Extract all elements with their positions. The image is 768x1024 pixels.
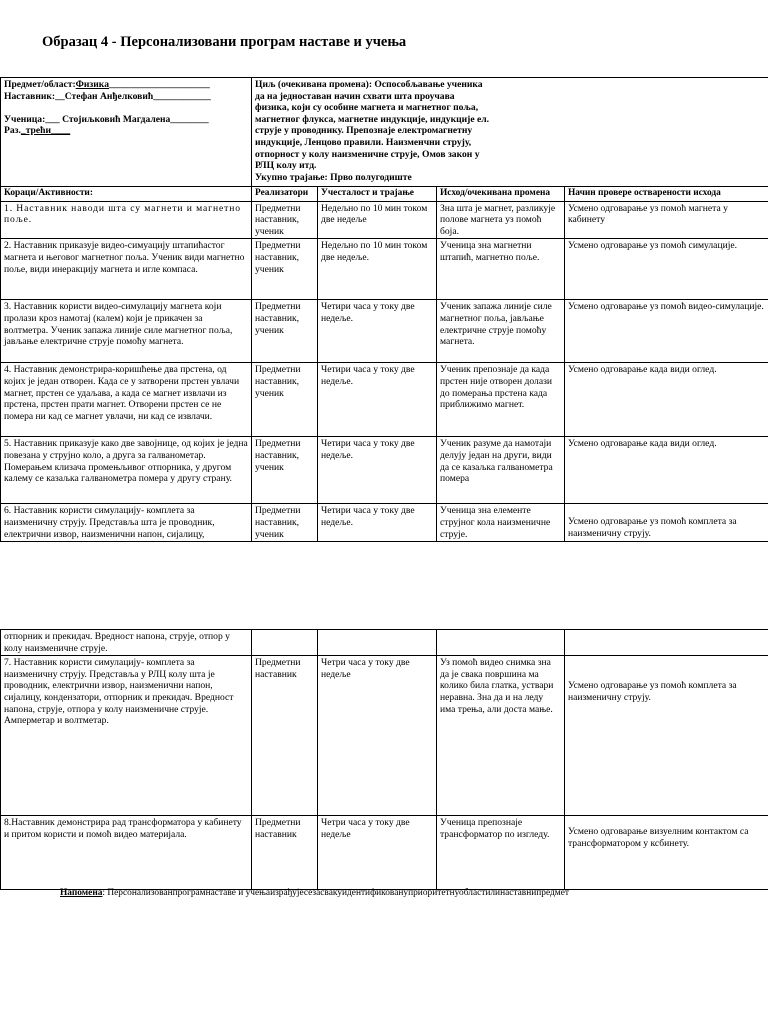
goal-line: да на једноставан начин схвати шта проучава xyxy=(255,90,455,102)
frequency-cell: Четири часа у току две недеље. xyxy=(318,504,437,542)
check-cell: Усмено одговарање када види оглед. xyxy=(565,437,768,504)
frequency-cell: Четири часа у току две недеље. xyxy=(318,437,437,504)
student-info-cell xyxy=(1,78,252,187)
check-cell: Усмено одговарање уз помоћ комплета за наизменичну струју. xyxy=(565,504,768,542)
footnote xyxy=(60,888,569,898)
header-outcome: Исход/очекивана промена xyxy=(437,187,565,202)
frequency-cell: Четири часа у току две недеље. xyxy=(318,300,437,363)
step-cell: 3. Наставник користи видео-симулацију магнета који пролази кроз намотај (калем) који је прикачен за волтметра. Ученик запажа линије силе магнетног поља, јављање електричне струје помоћу магнета. xyxy=(1,300,252,363)
table-row xyxy=(1,656,768,816)
outcome-cell: Уз помоћ видео снимка зна да је свака површина ма колико била глатка, уствари неравна. Зна да и на леду има трења, али доста мање. xyxy=(437,656,565,816)
realizer-cell: Предметни наставник, ученик xyxy=(252,437,318,504)
table-row xyxy=(1,437,768,504)
realizer-cell: Предметни наставник, ученик xyxy=(252,201,318,239)
student-label: Ученица: xyxy=(4,113,46,125)
step-cell: 7. Наставник користи симулацију- комплета за наизменичну струју. Представља у РЛЦ колу шта је проводник, електрични извор, наизменични напон, сијалицу, кондензатори, отпорник и прекидач. Вредност напона, струје, отпора у колу наизменичне струје. Амперметар и волтметар. xyxy=(1,656,252,816)
check-cell: Усмено одговарање уз помоћ комплета за наизменичну струју. xyxy=(565,656,768,816)
goal-line: РЛЦ колу итд. xyxy=(255,160,317,172)
outcome-cell: Ученик препознаје да када прстен није отворен долази до померања прстена када приближимо магнет. xyxy=(437,363,565,437)
goal-line: магнетног флукса, магнетне индукције, индукције ел. xyxy=(255,113,490,125)
frequency-cell xyxy=(318,630,437,656)
info-row xyxy=(1,78,768,187)
grade-label: Раз. xyxy=(4,125,21,137)
realizer-cell: Предметни наставник, ученик xyxy=(252,363,318,437)
step-cell: 1. Наставник наводи шта су магнети и магнетно поље. xyxy=(1,201,252,239)
teacher-label: Наставник: xyxy=(4,90,56,102)
student-value: ___ Стојиљковић Магдалена________ xyxy=(45,113,209,125)
header-check: Начин провере остварености исхода xyxy=(565,187,768,202)
subject-fill: _____________________ xyxy=(109,79,210,90)
step-cell: отпорник и прекидач. Вредност напона, струје, отпор у колу наизменичне струје. xyxy=(1,630,252,656)
outcome-cell: Ученица зна магнетни штапић, магнетно поље. xyxy=(437,239,565,300)
outcome-cell xyxy=(437,630,565,656)
goal-line: струје у проводнику. Препознаје електромагнетну xyxy=(255,125,473,137)
step-cell: 8.Наставник демонстрира рад трансформатора у кабинету и притом користи и помоћ видео материјала. xyxy=(1,816,252,890)
realizer-cell: Предметни наставник, ученик xyxy=(252,504,318,542)
check-cell xyxy=(565,630,768,656)
teacher-value: __Стефан Анђелковић____________ xyxy=(55,90,211,102)
realizer-cell: Предметни наставник xyxy=(252,816,318,890)
program-table-page-1 xyxy=(0,77,768,542)
grade-value: _трећи____ xyxy=(20,125,71,137)
goal-line: физика, који су особине магнета и магнетног поља, xyxy=(255,102,479,114)
realizer-cell xyxy=(252,630,318,656)
frequency-cell: Четири часа у току две недеље. xyxy=(318,363,437,437)
goal-cell xyxy=(252,78,768,187)
table-row xyxy=(1,504,768,542)
header-realizers: Реализатори xyxy=(252,187,318,202)
step-cell: 4. Наставник демонстрира-коришћење два прстена, од којих је један отворен. Када се у затворени прстен увлачи магнет, прстен се удаљава, а када се магнет извлачи из прстена, прстен прати магнет. Отворени прстен се не помера ни кад се магнет увлачи, ни кад се извлачи. xyxy=(1,363,252,437)
check-cell: Усмено одговарање када види оглед. xyxy=(565,363,768,437)
table-row xyxy=(1,201,768,239)
subject-label: Предмет/област: xyxy=(4,79,76,90)
header-steps: Кораци/Активности: xyxy=(1,187,252,202)
footnote-text: : Персонализованпрограмнаставе и учењаизрађујесезасвакуидентификовануприоритетнуобластилинаставнипредмет xyxy=(102,888,569,898)
check-cell: Усмено одговарање визуелним контактом са трансформатором у ксбинету. xyxy=(565,816,768,890)
goal-line: индукције, Ленцово правили. Наизменчни струју, xyxy=(255,136,472,148)
continuation-row xyxy=(1,630,768,656)
goal-line: Циљ (очекивана промена): Оспособљавање ученика xyxy=(255,79,483,90)
check-cell: Усмено одговарање уз помоћ магнета у кабинету xyxy=(565,201,768,239)
goal-line: Укупно трајање: Прво полугодиште xyxy=(255,171,412,183)
program-table-page-2 xyxy=(0,629,768,890)
header-row xyxy=(1,187,768,202)
step-cell: 5. Наставник приказује како две завојнице, од којих је једна повезана у струјно коло, а друга за галванометар. Померањем клизача промењљивог отпорника, у другом калему се казаљка галванометра помера у другу страну. xyxy=(1,437,252,504)
footnote-label: Напомена xyxy=(60,888,103,898)
check-cell: Усмено одговарање уз помоћ видео-симулације. xyxy=(565,300,768,363)
realizer-cell: Предметни наставник, ученик xyxy=(252,300,318,363)
table-row xyxy=(1,239,768,300)
frequency-cell: Недељно по 10 мин током две недеље xyxy=(318,201,437,239)
check-cell: Усмено одговарање уз помоћ симулације. xyxy=(565,239,768,300)
outcome-cell: Ученик разуме да намотаји делују један на други, види да се казаљка галванометра помера xyxy=(437,437,565,504)
page-title: Образац 4 - Персонализовани програм наставе и учења xyxy=(42,34,407,50)
frequency-cell: Четри часа у току две недеље xyxy=(318,656,437,816)
header-frequency: Учесталост и трајање xyxy=(318,187,437,202)
realizer-cell: Предметни наставник xyxy=(252,656,318,816)
outcome-cell: Ученица препознаје трансформатор по изгледу. xyxy=(437,816,565,890)
frequency-cell: Четри часа у току две недеље xyxy=(318,816,437,890)
table-row xyxy=(1,300,768,363)
outcome-cell: Ученик запажа линије силе магнетног поља, јављање електричне струје помоћу магнета. xyxy=(437,300,565,363)
realizer-cell: Предметни наставник, ученик xyxy=(252,239,318,300)
table-row xyxy=(1,816,768,890)
step-cell: 6. Наставник користи симулацију- комплета за наизменичну струју. Представља шта је проводник, електрични извор, наизменични напон, сијалицу, xyxy=(1,504,252,542)
outcome-cell: Зна шта је магнет, разликује полове магнета уз помоћ боја. xyxy=(437,201,565,239)
table-row xyxy=(1,363,768,437)
frequency-cell: Недељно по 10 мин током две недеље. xyxy=(318,239,437,300)
step-cell: 2. Наставник приказује видео-симуацију штапићастог магнета и његовог магнетног поља. Ученик види магнетно поље, види инеракцију магнета и игле компаса. xyxy=(1,239,252,300)
goal-line: отпорност у колу наизменичне струје, Омов закон у xyxy=(255,148,480,160)
subject-value: Физика xyxy=(75,79,109,90)
outcome-cell: Ученица зна елементе струјног кола наизменичне струје. xyxy=(437,504,565,542)
